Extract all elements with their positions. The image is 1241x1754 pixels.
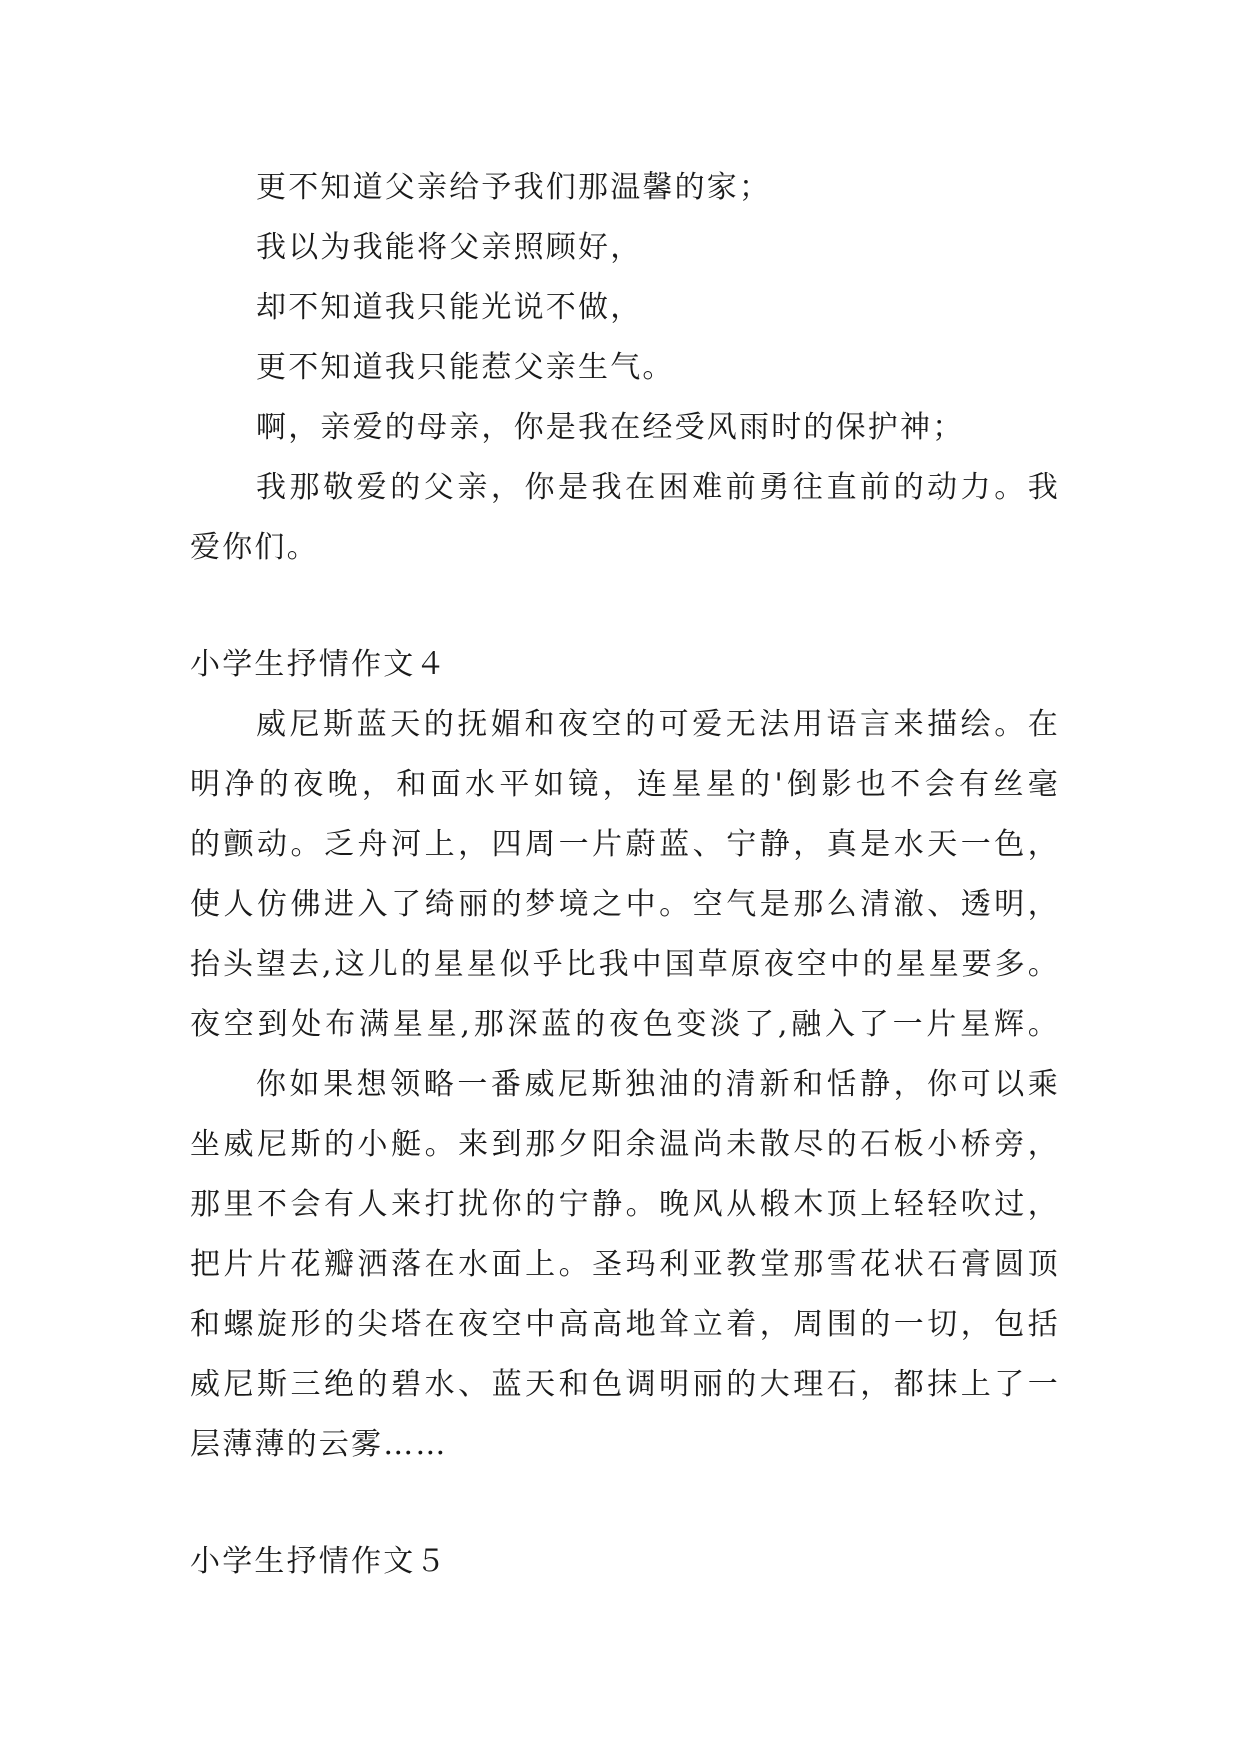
document-page [190,158,1060,1592]
paragraph-line: 爱你们。 [190,530,319,565]
paragraph-line: 抬头望去,这儿的星星似乎比我中国草原夜空中的星星要多。 [190,947,1060,982]
paragraph-line: 夜空到处布满星星,那深蓝的夜色变淡了,融入了一片星辉。 [190,1007,1060,1042]
paragraph-line: 使人仿佛进入了绮丽的梦境之中。空气是那么清澈、透明， [190,887,1060,922]
paragraph-line: 的颤动。乏舟河上，四周一片蔚蓝、宁静，真是水天一色， [190,827,1060,862]
paragraph-line: 坐威尼斯的小艇。来到那夕阳余温尚未散尽的石板小桥旁， [190,1127,1060,1162]
paragraph-line: 你如果想领略一番威尼斯独油的清新和恬静，你可以乘 [256,1067,1060,1102]
poem-line: 却不知道我只能光说不做， [256,290,643,325]
paragraph-line: 威尼斯蓝天的抚媚和夜空的可爱无法用语言来描绘。在 [256,707,1060,742]
paragraph-line: 层薄薄的云雾…… [190,1427,448,1462]
poem-line: 我以为我能将父亲照顾好， [256,230,643,265]
paragraph-line: 把片片花瓣洒落在水面上。圣玛利亚教堂那雪花状石膏圆顶 [190,1247,1060,1282]
paragraph-line: 那里不会有人来打扰你的宁静。晚风从椴木顶上轻轻吹过， [190,1187,1060,1222]
paragraph-line: 明净的夜晚，和面水平如镜，连星星的'倒影也不会有丝毫 [190,767,1060,802]
poem-line: 啊，亲爱的母亲，你是我在经受风雨时的保护神； [256,410,965,445]
paragraph-line: 和螺旋形的尖塔在夜空中高高地耸立着，周围的一切，包括 [190,1307,1060,1342]
poem-line: 更不知道父亲给予我们那温馨的家； [256,170,772,205]
paragraph-line: 我那敬爱的父亲，你是我在困难前勇往直前的动力。我 [256,470,1060,505]
paragraph-line: 威尼斯三绝的碧水、蓝天和色调明丽的大理石，都抹上了一 [190,1367,1060,1402]
section-heading-4: 小学生抒情作文４ [190,647,448,682]
poem-line: 更不知道我只能惹父亲生气。 [256,350,675,385]
section-heading-5: 小学生抒情作文５ [190,1544,448,1579]
